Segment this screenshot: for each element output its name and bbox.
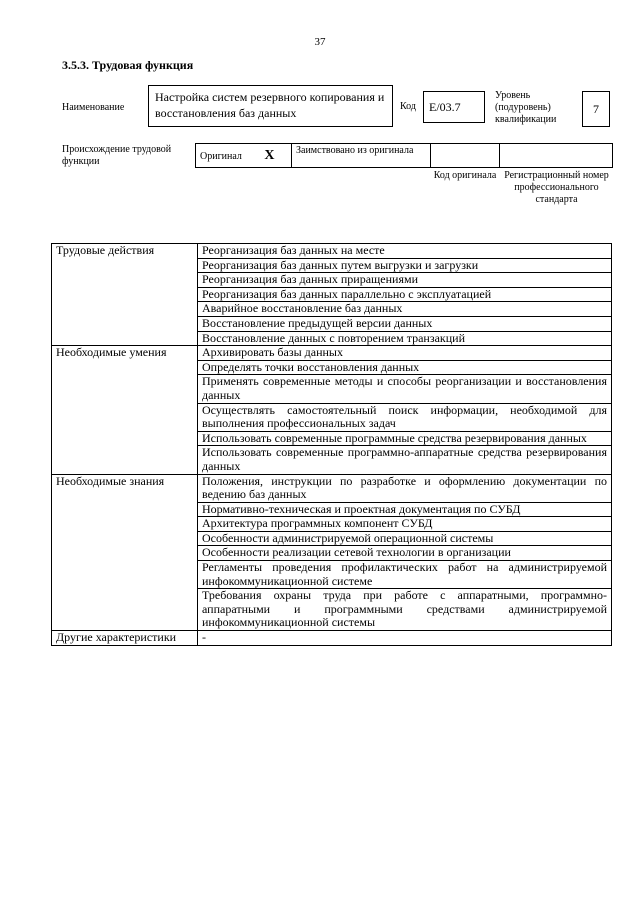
table-cell: Реорганизация баз данных на месте	[198, 244, 612, 259]
group-title: Другие характеристики	[52, 631, 198, 646]
original-mark: X	[264, 148, 275, 163]
code-original-label: Код оригинала	[433, 170, 497, 181]
table-row	[52, 631, 612, 646]
reg-number-label: Регистрационный номер профессионального стандарта	[504, 170, 609, 205]
code-original-cell	[430, 143, 500, 168]
function-name-box: Настройка систем резервного копирования и восстановления баз данных	[148, 85, 393, 127]
code-value: E/03.7	[423, 91, 485, 123]
code-label: Код	[400, 101, 416, 112]
table-cell: Регламенты проведения профилактических работ на администрируемой инфокоммуникационной системе	[198, 561, 612, 589]
page-number: 37	[314, 36, 326, 48]
original-cell	[195, 143, 292, 168]
table-cell: Использовать современные программные средства резервирования данных	[198, 431, 612, 446]
table-cell: Архивировать базы данных	[198, 346, 612, 361]
level-value: 7	[582, 91, 610, 127]
table-cell: Восстановление данных с повторением транзакций	[198, 331, 612, 346]
origin-label: Происхождение трудовой функции	[62, 144, 172, 167]
table-cell: Требования охраны труда при работе с аппаратными, программно-аппаратными и программными средствами администрируемой инфокоммуникационной системы	[198, 589, 612, 631]
reg-number-cell	[499, 143, 613, 168]
table-cell: Осуществлять самостоятельный поиск информации, необходимой для выполнения профессиональных задач	[198, 403, 612, 431]
table-row	[52, 474, 612, 502]
function-table	[51, 243, 612, 646]
original-label: Оригинал	[200, 151, 242, 162]
table-cell: Реорганизация баз данных приращениями	[198, 273, 612, 288]
table-cell: Нормативно-техническая и проектная документация по СУБД	[198, 502, 612, 517]
section-title: 3.5.3. Трудовая функция	[62, 58, 194, 72]
borrowed-cell: Заимствовано из оригинала	[291, 143, 431, 168]
group-title: Необходимые знания	[52, 474, 198, 631]
origin-row	[195, 143, 613, 168]
table-cell: Аварийное восстановление баз данных	[198, 302, 612, 317]
name-label: Наименование	[62, 102, 125, 113]
table-cell: Определять точки восстановления данных	[198, 360, 612, 375]
table-cell: Реорганизация баз данных путем выгрузки и загрузки	[198, 258, 612, 273]
table-cell: -	[198, 631, 612, 646]
group-title: Трудовые действия	[52, 244, 198, 346]
table-row	[52, 244, 612, 259]
table-cell: Архитектура программных компонент СУБД	[198, 517, 612, 532]
table-cell: Применять современные методы и способы реорганизации и восстановления данных	[198, 375, 612, 403]
table-cell: Особенности администрируемой операционной системы	[198, 531, 612, 546]
group-title: Необходимые умения	[52, 346, 198, 474]
table-cell: Положения, инструкции по разработке и оформлению документации по ведению баз данных	[198, 474, 612, 502]
table-cell: Восстановление предыдущей версии данных	[198, 316, 612, 331]
table-cell: Особенности реализации сетевой технологии в организации	[198, 546, 612, 561]
table-cell: Использовать современные программно-аппаратные средства резервирования данных	[198, 446, 612, 474]
level-label: Уровень (подуровень) квалификации	[495, 90, 557, 125]
table-row	[52, 346, 612, 361]
table-cell: Реорганизация баз данных параллельно с эксплуатацией	[198, 287, 612, 302]
